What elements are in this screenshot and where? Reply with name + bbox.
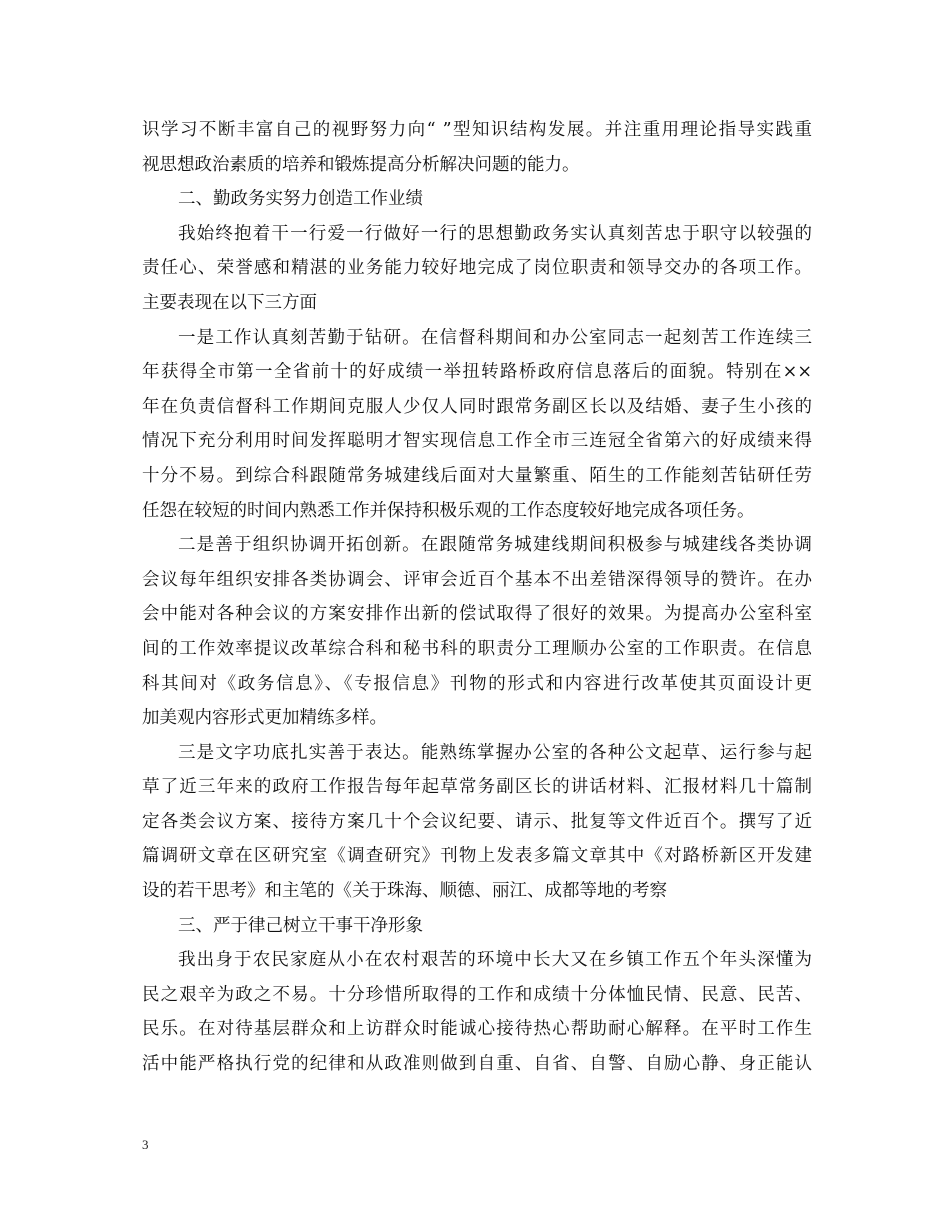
- text-line: 主要表现在以下三方面: [142, 292, 317, 313]
- text-line: 间的工作效率提议改革综合科和秘书科的职责分工理顺办公室的工作职责。在信息: [142, 638, 812, 659]
- text-line: 年在负责信督科工作期间克服人少仅人同时跟常务副区长以及结婚、妻子生小孩的: [142, 396, 812, 417]
- text-line: 三、严于律己树立干事干净形象: [178, 915, 423, 936]
- text-line: 草了近三年来的政府工作报告每年起草常务副区长的讲话材料、汇报材料几十篇制: [142, 777, 812, 798]
- text-line: 十分不易。到综合科跟随常务城建线后面对大量繁重、陌生的工作能刻苦钻研任劳: [142, 465, 812, 486]
- page-number: 3: [142, 1137, 149, 1152]
- text-line: 二是善于组织协调开拓创新。在跟随常务城建线期间积极参与城建线各类协调: [178, 535, 812, 556]
- text-line: 定各类会议方案、接待方案几十个会议纪要、请示、批复等文件近百个。撰写了近: [142, 811, 812, 832]
- text-line: 视思想政治素质的培养和锻炼提高分析解决问题的能力。: [142, 154, 580, 175]
- text-line: 活中能严格执行党的纪律和从政准则做到自重、自省、自警、自励心静、身正能认: [142, 1054, 812, 1075]
- text-line: 二、勤政务实努力创造工作业绩: [178, 189, 423, 210]
- text-line: 一是工作认真刻苦勤于钻研。在信督科期间和办公室同志一起刻苦工作连续三: [178, 327, 812, 348]
- text-line: 设的若干思考》和主笔的《关于珠海、顺德、丽江、成都等地的考察: [142, 881, 667, 902]
- text-line: 三是文字功底扎实善于表达。能熟练掌握办公室的各种公文起草、运行参与起: [178, 742, 812, 763]
- text-line: 我始终抱着干一行爱一行做好一行的思想勤政务实认真刻苦忠于职守以较强的: [178, 223, 812, 244]
- text-line: 年获得全市第一全省前十的好成绩一举扭转路桥政府信息落后的面貌。特别在××: [142, 362, 812, 383]
- text-line: 会中能对各种会议的方案安排作出新的偿试取得了很好的效果。为提高办公室科室: [142, 604, 812, 625]
- document-body: [142, 113, 812, 1082]
- text-line: 民乐。在对待基层群众和上访群众时能诚心接待热心帮助耐心解释。在平时工作生: [142, 1019, 812, 1040]
- text-line: 加美观内容形式更加精练多样。: [142, 708, 387, 729]
- text-line: 民之艰辛为政之不易。十分珍惜所取得的工作和成绩十分体恤民情、民意、民苦、: [142, 984, 812, 1005]
- text-line: 任怨在较短的时间内熟悉工作并保持积极乐观的工作态度较好地完成各项任务。: [142, 500, 755, 521]
- text-line: 情况下充分利用时间发挥聪明才智实现信息工作全市三连冠全省第六的好成绩来得: [142, 431, 812, 452]
- text-line: 识学习不断丰富自己的视野努力向“ ”型知识结构发展。并注重用理论指导实践重: [142, 120, 812, 140]
- text-line: 我出身于农民家庭从小在农村艰苦的环境中长大又在乡镇工作五个年头深懂为: [178, 950, 812, 971]
- text-line: 科其间对《政务信息》、《专报信息》刊物的形式和内容进行改革使其页面设计更: [142, 673, 812, 694]
- text-line: 篇调研文章在区研究室《调查研究》刊物上发表多篇文章其中《对路桥新区开发建: [142, 846, 812, 867]
- text-line: 责任心、荣誉感和精湛的业务能力较好地完成了岗位职责和领导交办的各项工作。: [142, 258, 812, 279]
- text-line: 会议每年组织安排各类协调会、评审会近百个基本不出差错深得领导的赞许。在办: [142, 569, 812, 590]
